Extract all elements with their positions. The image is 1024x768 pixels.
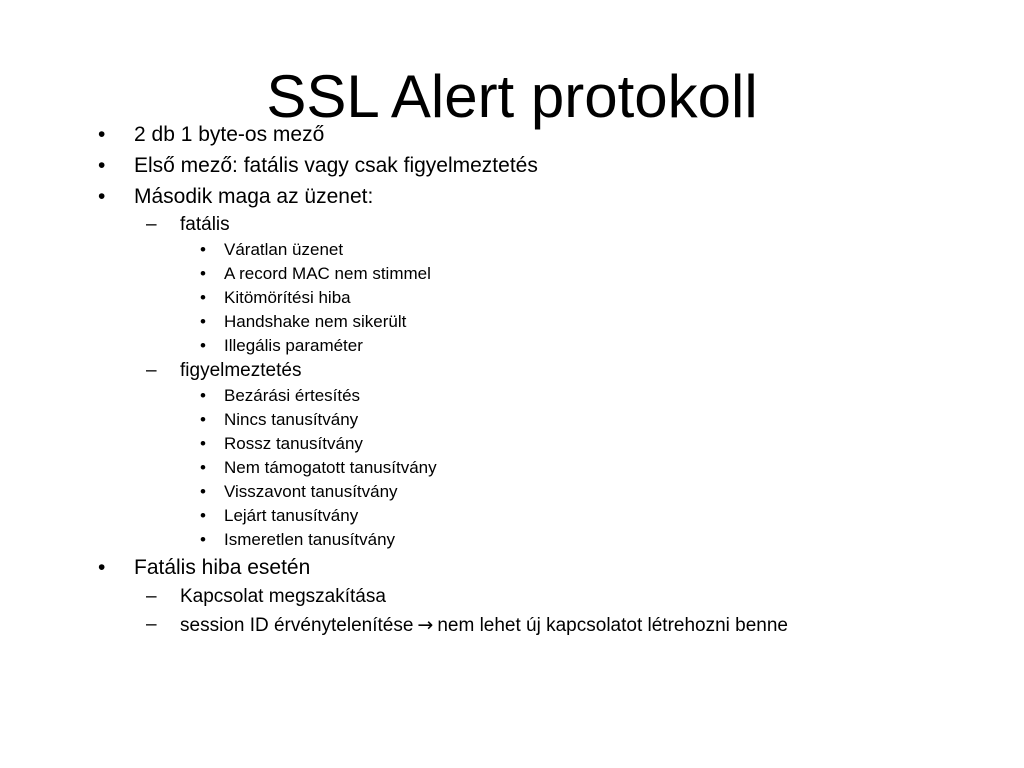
sub-sub-bullet-item (0, 311, 1024, 333)
bullet-text: 2 db 1 byte-os mező (134, 123, 325, 146)
sub-bullet-item (0, 359, 1024, 383)
sub-sub-bullet-text: Kitömörítési hiba (224, 288, 351, 307)
sub-sub-bullet-item (0, 433, 1024, 455)
sub-sub-bullet-item (0, 287, 1024, 309)
slide-title: SSL Alert protokoll (266, 63, 758, 130)
bullet-marker: • (200, 264, 206, 283)
sub-sub-bullet-text: Illegális paraméter (224, 336, 363, 355)
sub-bullet-text (180, 613, 788, 638)
sub-bullet-text: fatális (180, 214, 230, 235)
sub-sub-bullet-text: Ismeretlen tanusítvány (224, 530, 396, 549)
bullet-text: Második maga az üzenet: (134, 185, 374, 208)
bullet-item (0, 153, 1024, 179)
sub-sub-bullet-item (0, 457, 1024, 479)
sub-bullet-item (0, 613, 1024, 637)
sub-sub-bullet-text: Bezárási értesítés (224, 386, 361, 405)
bullet-marker: • (200, 240, 206, 259)
bullet-marker: • (200, 410, 206, 429)
sub-sub-bullet-item (0, 335, 1024, 357)
sub-bullet-item (0, 585, 1024, 609)
bullet-marker: • (200, 530, 206, 549)
sub-sub-bullet-text: Visszavont tanusítvány (224, 482, 398, 501)
bullet-marker: • (200, 386, 206, 405)
bullet-marker: • (200, 482, 206, 501)
bullet-marker: • (200, 312, 206, 331)
bullet-marker: • (98, 185, 106, 208)
bullet-item (0, 555, 1024, 581)
bullet-marker: • (98, 556, 106, 579)
bullet-marker: • (200, 336, 206, 355)
sub-sub-bullet-text: Lejárt tanusítvány (224, 506, 359, 525)
sub-sub-bullet-item (0, 409, 1024, 431)
sub-sub-bullet-item (0, 385, 1024, 407)
sub-sub-bullet-item (0, 529, 1024, 551)
bullet-item (0, 184, 1024, 210)
sub-sub-bullet-item (0, 239, 1024, 261)
sub-sub-bullet-text: Handshake nem sikerült (224, 312, 407, 331)
sub-sub-bullet-text: Nincs tanusítvány (224, 410, 359, 429)
dash-marker: – (146, 214, 157, 235)
bullet-marker: • (200, 288, 206, 307)
sub-bullet-text-part: nem lehet új kapcsolatot létrehozni benne (437, 615, 789, 636)
sub-bullet-text: figyelmeztetés (180, 360, 302, 381)
bullet-marker: • (98, 123, 106, 146)
bullet-text: Első mező: fatális vagy csak figyelmeztetés (134, 154, 538, 177)
bullet-item (0, 122, 1024, 148)
sub-sub-bullet-item (0, 481, 1024, 503)
bullet-marker: • (200, 434, 206, 453)
sub-sub-bullet-item (0, 263, 1024, 285)
bullet-marker: • (200, 506, 206, 525)
bullet-text: Fatális hiba esetén (134, 556, 311, 579)
dash-marker: – (146, 586, 157, 607)
dash-marker: – (146, 360, 157, 381)
sub-bullet-text-part: session ID érvénytelenítése (180, 615, 414, 636)
sub-sub-bullet-text: Váratlan üzenet (224, 240, 344, 259)
dash-marker: – (146, 614, 157, 635)
bullet-marker: • (200, 458, 206, 477)
bullet-marker: • (98, 154, 106, 177)
sub-sub-bullet-text: Nem támogatott tanusítvány (224, 458, 437, 477)
sub-sub-bullet-text: Rossz tanusítvány (224, 434, 363, 453)
sub-sub-bullet-text: A record MAC nem stimmel (224, 264, 431, 283)
sub-bullet-item (0, 213, 1024, 237)
arrow-right-icon: → (417, 614, 434, 636)
sub-sub-bullet-item (0, 505, 1024, 527)
sub-bullet-text: Kapcsolat megszakítása (180, 586, 386, 607)
